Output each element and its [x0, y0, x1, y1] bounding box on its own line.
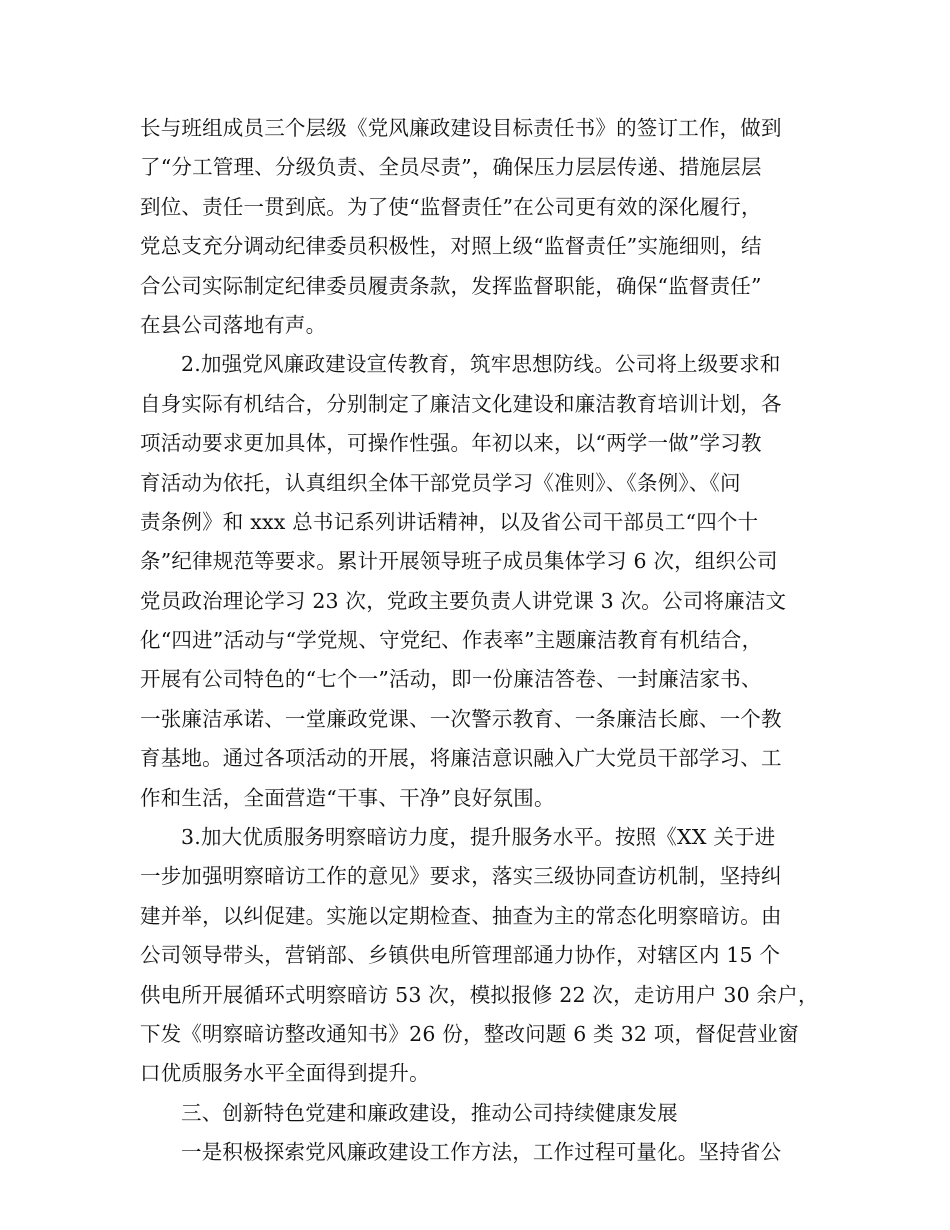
text-line: 到位、责任一贯到底。为了使“监督责任”在公司更有效的深化履行， [140, 194, 762, 219]
text-line: 一是积极探索党风廉政建设工作方法，工作过程可量化。坚持省公 [181, 1140, 782, 1165]
text-line: 党员政治理论学习 23 次，党政主要负责人讲党课 3 次。公司将廉洁文 [140, 588, 787, 613]
text-line: 2.加强党风廉政建设宣传教育，筑牢思想防线。公司将上级要求和 [181, 352, 781, 377]
text-line: 公司领导带头，营销部、乡镇供电所管理部通力协作，对辖区内 15 个 [140, 943, 781, 968]
text-line: 条”纪律规范等要求。累计开展领导班子成员集体学习 6 次，组织公司 [140, 549, 778, 574]
text-line: 建并举，以纠促建。实施以定期检查、抽查为主的常态化明察暗访。由 [140, 903, 782, 928]
text-line: 开展有公司特色的“七个一”活动，即一份廉洁答卷、一封廉洁家书、 [140, 667, 762, 692]
text-line: 项活动要求更加具体，可操作性强。年初以来，以“两学一做”学习教 [140, 431, 762, 456]
text-line: 作和生活，全面营造“干事、干净”良好氛围。 [140, 785, 555, 810]
text-line: 三、创新特色党建和廉政建设，推动公司持续健康发展 [181, 1100, 678, 1125]
document-body [140, 109, 830, 1173]
text-line: 下发《明察暗访整改通知书》26 份，整改问题 6 类 32 项，督促营业窗 [140, 1021, 799, 1046]
text-line: 口优质服务水平全面得到提升。 [140, 1061, 430, 1086]
text-line: 育活动为依托，认真组织全体干部党员学习《准则》、《条例》、《问 [140, 470, 741, 495]
text-line: 长与班组成员三个层级《党风廉政建设目标责任书》的签订工作，做到 [140, 116, 782, 140]
text-line: 化“四进”活动与“学党规、守党纪、作表率”主题廉洁教育有机结合， [140, 628, 763, 653]
text-line: 合公司实际制定纪律委员履责条款，发挥监督职能，确保“监督责任” [140, 273, 762, 298]
text-line: 责条例》和 xxx 总书记系列讲话精神，以及省公司干部员工“四个十 [140, 509, 759, 534]
text-line: 一张廉洁承诺、一堂廉政党课、一次警示教育、一条廉洁长廊、一个教 [140, 706, 782, 731]
text-line: 党总支充分调动纪律委员积极性，对照上级“监督责任”实施细则，结 [140, 234, 762, 259]
text-line: 3.加大优质服务明察暗访力度，提升服务水平。按照《XX 关于进 [181, 825, 776, 850]
text-line: 育基地。通过各项活动的开展，将廉洁意识融入广大党员干部学习、工 [140, 746, 782, 771]
text-line: 了“分工管理、分级负责、全员尽责”，确保压力层层传递、措施层层 [140, 155, 762, 180]
text-line: 供电所开展循环式明察暗访 53 次，模拟报修 22 次，走访用户 30 余户， [140, 982, 819, 1007]
text-line: 自身实际有机结合，分别制定了廉洁文化建设和廉洁教育培训计划，各 [140, 391, 782, 416]
text-line: 在县公司落地有声。 [140, 312, 327, 337]
text-line: 一步加强明察暗访工作的意见》要求，落实三级协同查访机制，坚持纠 [140, 864, 782, 889]
